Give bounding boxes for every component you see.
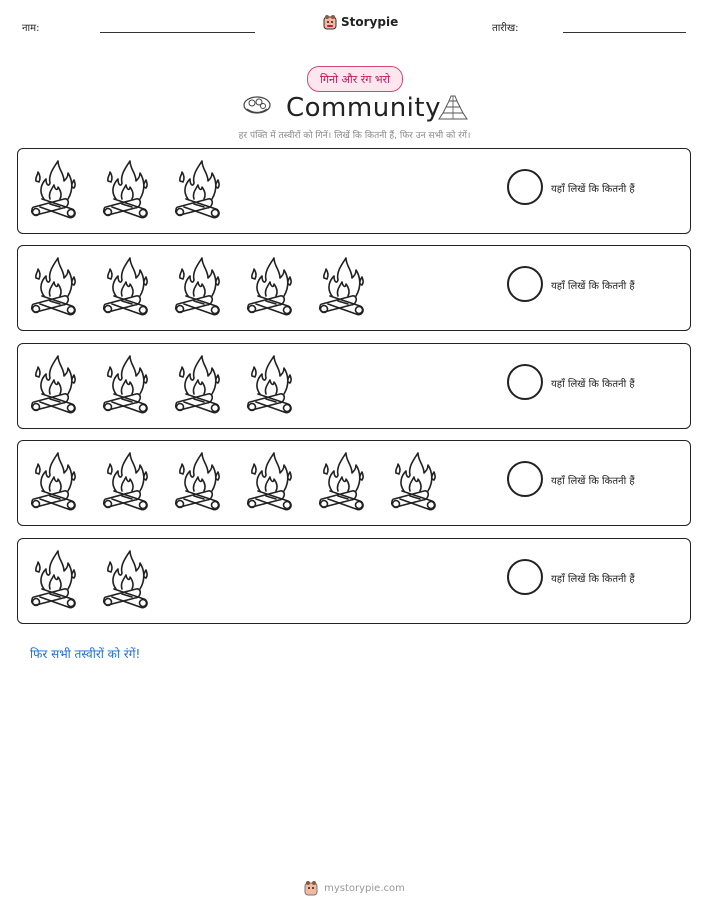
answer-circle[interactable] bbox=[507, 559, 543, 595]
name-line[interactable] bbox=[100, 32, 255, 33]
count-row bbox=[17, 148, 691, 234]
count-row bbox=[17, 343, 691, 429]
campfire-icon bbox=[102, 157, 152, 219]
campfire-icon bbox=[30, 547, 80, 609]
campfire-icon bbox=[102, 449, 152, 511]
instruction-text: हर पंक्ति में तस्वीरों को गिनें। लिखें कि कितनी हैं, फिर उन सभी को रंगें। bbox=[238, 131, 471, 141]
answer-circle[interactable] bbox=[507, 461, 543, 497]
answer-hint: यहाँ लिखें कि कितनी हैं bbox=[551, 476, 635, 487]
campfire-icon bbox=[102, 547, 152, 609]
icon-group bbox=[30, 352, 296, 414]
campfire-icon bbox=[174, 352, 224, 414]
brand-logo bbox=[323, 14, 398, 30]
name-label: नाम: bbox=[22, 23, 40, 34]
storypie-mascot-icon bbox=[304, 880, 318, 896]
color-all-note: फिर सभी तस्वीरों को रंगें! bbox=[30, 647, 141, 661]
date-label: तारीख: bbox=[492, 23, 519, 34]
answer-hint: यहाँ लिखें कि कितनी हैं bbox=[551, 574, 635, 585]
activity-badge: गिनो और रंग भरो bbox=[307, 66, 403, 92]
campfire-icon bbox=[246, 352, 296, 414]
answer-hint: यहाँ लिखें कि कितनी हैं bbox=[551, 184, 635, 195]
campfire-icon bbox=[318, 449, 368, 511]
answer-circle[interactable] bbox=[507, 266, 543, 302]
campfire-icon bbox=[246, 254, 296, 316]
pyramid-temple-icon bbox=[436, 93, 470, 121]
campfire-icon bbox=[390, 449, 440, 511]
campfire-icon bbox=[102, 352, 152, 414]
campfire-icon bbox=[30, 352, 80, 414]
campfire-icon bbox=[30, 157, 80, 219]
icon-group bbox=[30, 157, 224, 219]
storypie-mascot-icon bbox=[323, 14, 337, 30]
campfire-icon bbox=[174, 157, 224, 219]
brand-name: Storypie bbox=[341, 15, 399, 29]
icon-group bbox=[30, 254, 368, 316]
icon-group bbox=[30, 449, 440, 511]
campfire-icon bbox=[318, 254, 368, 316]
answer-circle[interactable] bbox=[507, 364, 543, 400]
footer-url: mystorypie.com bbox=[324, 882, 405, 894]
answer-circle[interactable] bbox=[507, 169, 543, 205]
campfire-icon bbox=[30, 449, 80, 511]
count-row bbox=[17, 538, 691, 624]
campfire-icon bbox=[174, 254, 224, 316]
footer bbox=[0, 880, 709, 896]
count-row bbox=[17, 440, 691, 526]
answer-hint: यहाँ लिखें कि कितनी हैं bbox=[551, 281, 635, 292]
campfire-icon bbox=[246, 449, 296, 511]
date-line[interactable] bbox=[563, 32, 686, 33]
campfire-icon bbox=[102, 254, 152, 316]
campfire-icon bbox=[30, 254, 80, 316]
icon-group bbox=[30, 547, 152, 609]
page-title: Community bbox=[286, 93, 441, 123]
campfire-icon bbox=[174, 449, 224, 511]
food-bowl-icon bbox=[241, 94, 273, 118]
answer-hint: यहाँ लिखें कि कितनी हैं bbox=[551, 379, 635, 390]
count-row bbox=[17, 245, 691, 331]
